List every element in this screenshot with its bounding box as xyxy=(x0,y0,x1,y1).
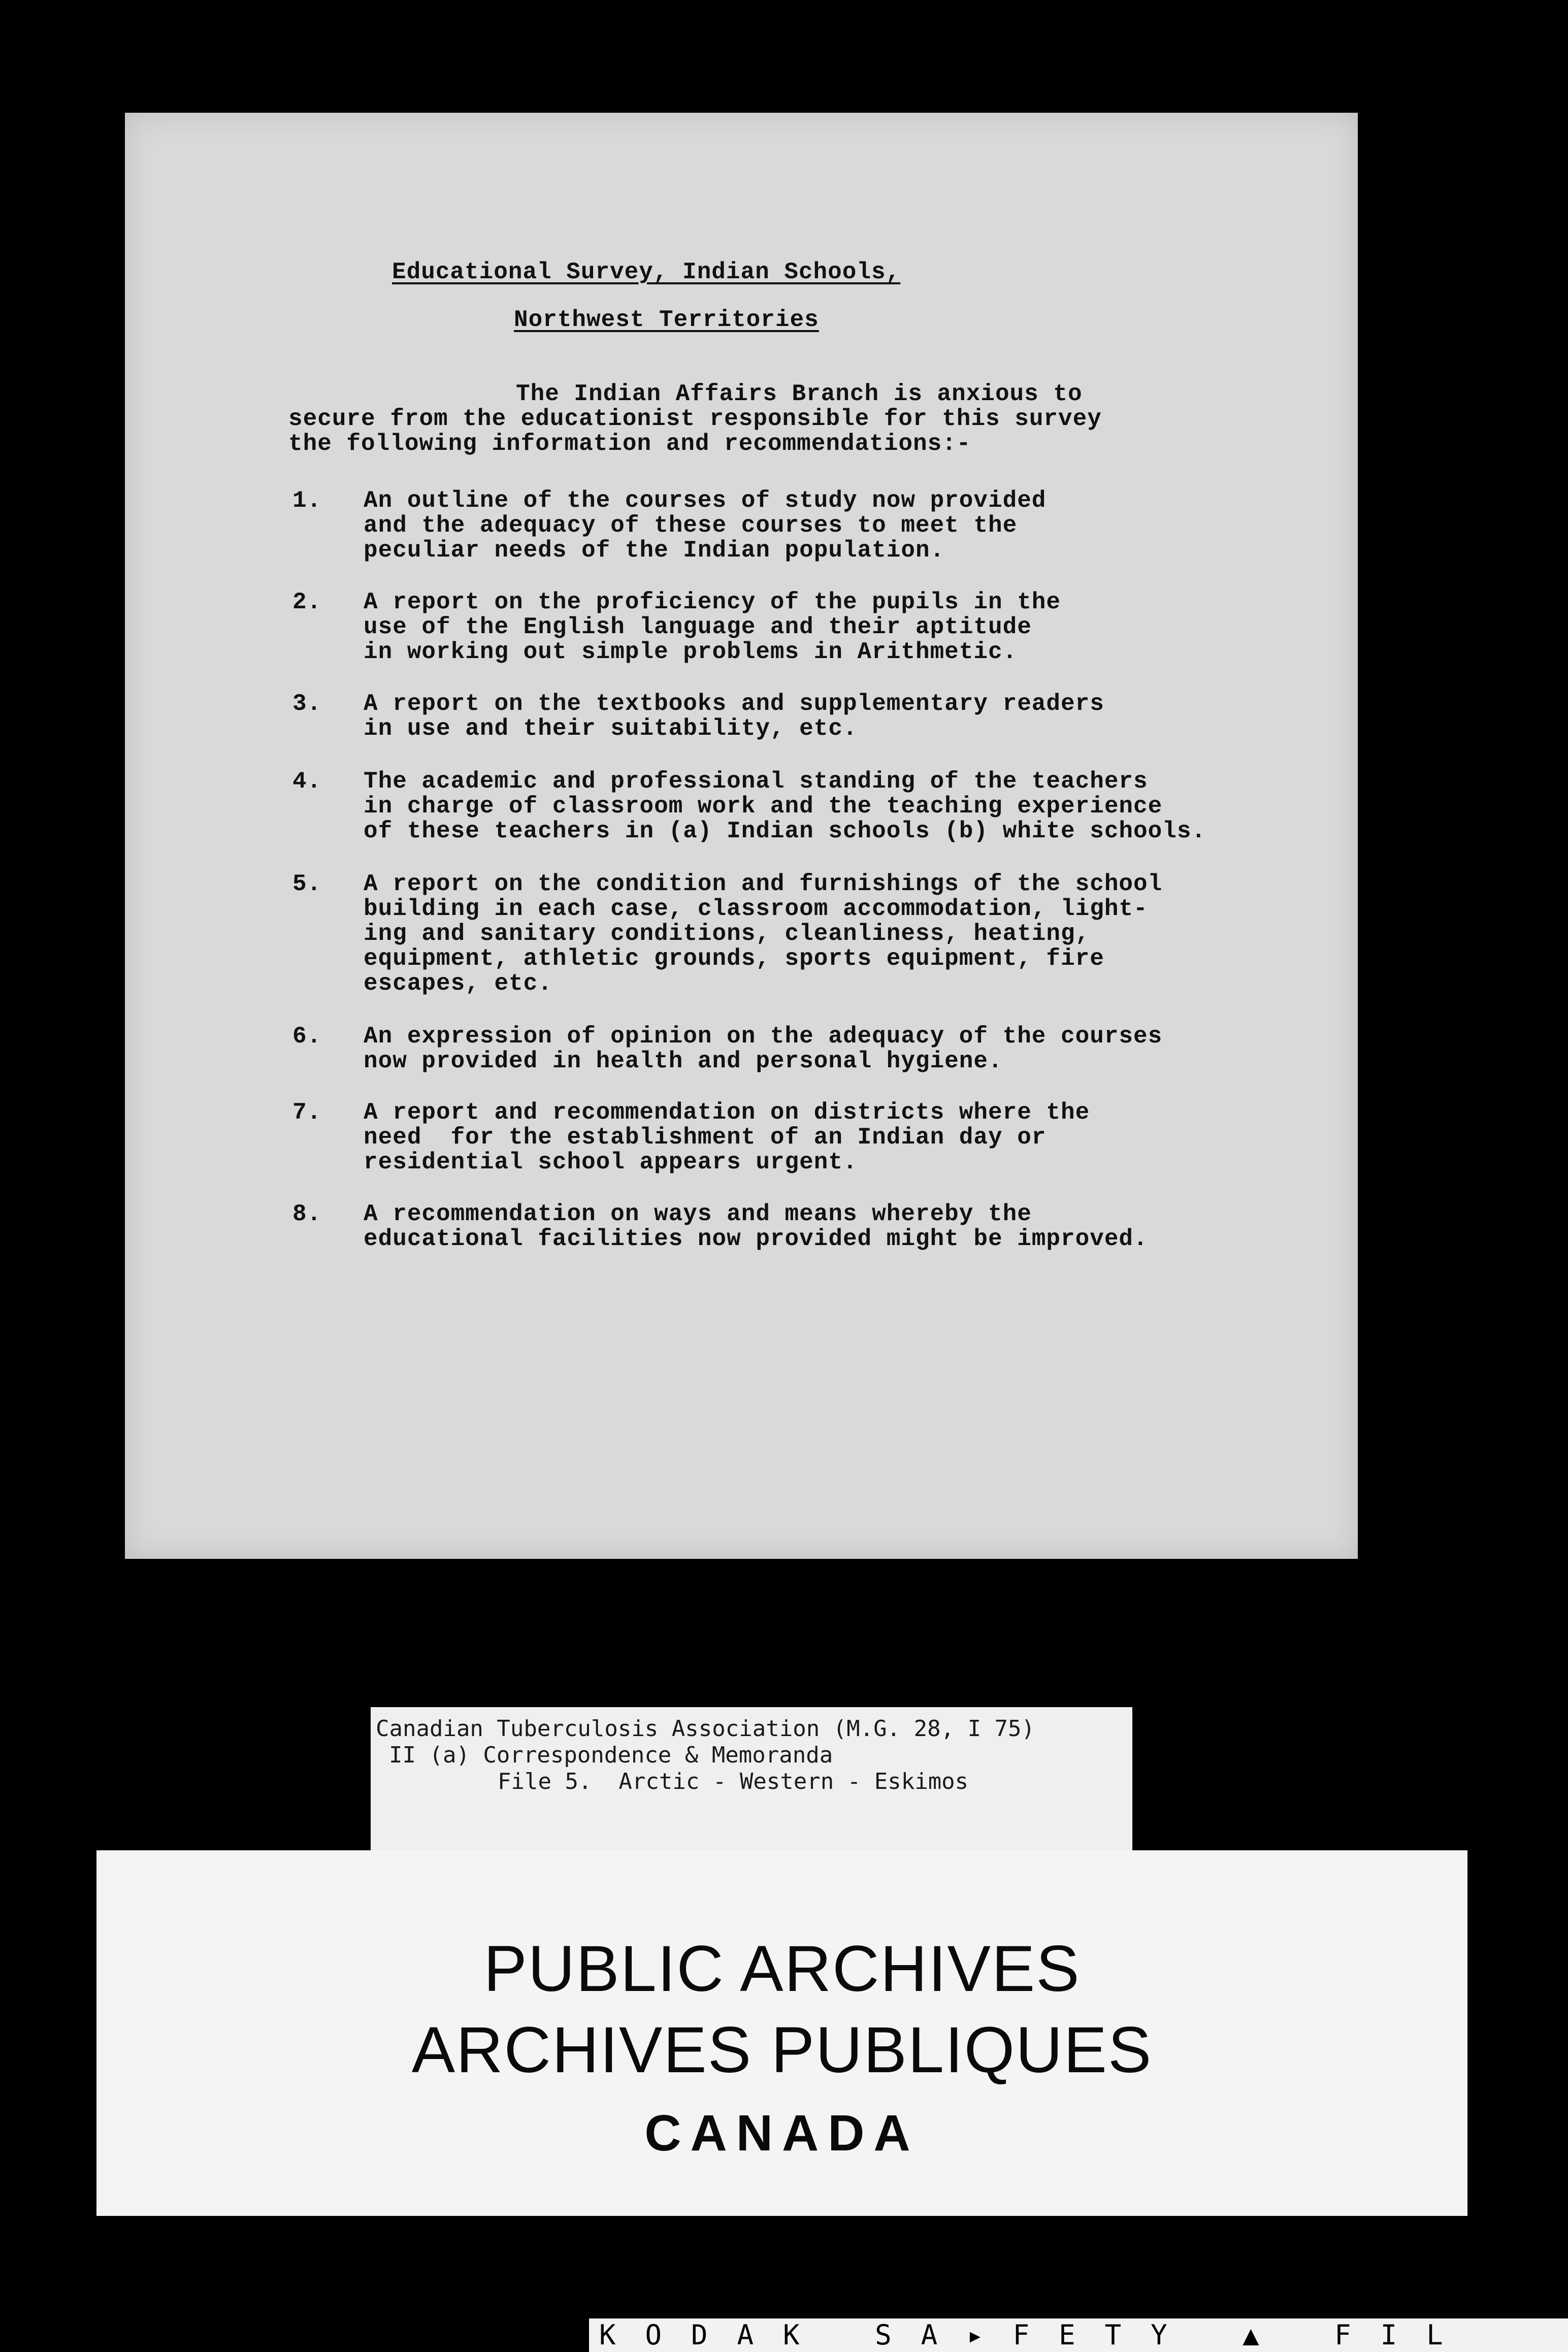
item-line: A report and recommendation on districts where the xyxy=(364,1099,1090,1126)
item-line: A report on the textbooks and supplementary readers xyxy=(364,691,1104,717)
banner-line-english: PUBLIC ARCHIVES xyxy=(483,1933,1081,2005)
item-line: of these teachers in (a) Indian schools (b) white schools. xyxy=(364,818,1206,844)
item-line: in use and their suitability, etc. xyxy=(364,715,858,742)
item-line: need for the establishment of an Indian day or xyxy=(364,1124,1047,1151)
archive-reference-label xyxy=(371,1707,1132,1854)
document-title: Educational Survey, Indian Schools, xyxy=(392,259,901,285)
label-line-1: Canadian Tuberculosis Association (M.G. 28, I 75) xyxy=(376,1716,1035,1742)
item-line: escapes, etc. xyxy=(364,970,552,997)
item-line: building in each case, classroom accommodation, light- xyxy=(364,896,1148,922)
document-subtitle: Northwest Territories xyxy=(514,307,819,333)
item-number: 7. xyxy=(292,1099,322,1126)
intro-line-2: secure from the educationist responsible for this survey xyxy=(288,406,1102,432)
item-line: An outline of the courses of study now provided xyxy=(364,487,1047,514)
item-line: A report on the proficiency of the pupils in the xyxy=(364,589,1061,615)
item-line: and the adequacy of these courses to meet the xyxy=(364,512,1018,539)
item-line: An expression of opinion on the adequacy of the courses xyxy=(364,1023,1163,1050)
item-number: 8. xyxy=(292,1201,322,1227)
item-line: equipment, athletic grounds, sports equipment, fire xyxy=(364,945,1104,972)
item-line: residential school appears urgent. xyxy=(364,1149,858,1175)
item-number: 1. xyxy=(292,487,322,514)
item-line: The academic and professional standing of the teachers xyxy=(364,768,1148,795)
item-number: 4. xyxy=(292,768,322,795)
item-line: A report on the condition and furnishings of the school xyxy=(364,871,1163,897)
item-number: 5. xyxy=(292,871,322,897)
item-number: 6. xyxy=(292,1023,322,1050)
item-line: in working out simple problems in Arithmetic. xyxy=(364,639,1018,665)
item-line: use of the English language and their aptitude xyxy=(364,614,1032,640)
intro-line-3: the following information and recommendations:- xyxy=(288,431,971,457)
public-archives-banner xyxy=(96,1850,1467,2216)
banner-line-french: ARCHIVES PUBLIQUES xyxy=(411,2014,1153,2086)
item-line: A recommendation on ways and means whereby the xyxy=(364,1201,1032,1227)
item-number: 3. xyxy=(292,691,322,717)
item-line: now provided in health and personal hygiene. xyxy=(364,1048,1003,1074)
item-line: educational facilities now provided might be improved. xyxy=(364,1226,1148,1252)
item-number: 2. xyxy=(292,589,322,615)
label-line-3: File 5. Arctic - Western - Eskimos xyxy=(498,1769,969,1794)
film-edge-marking: KODAK SA▸FETY ▲ FIL xyxy=(589,2318,1568,2352)
label-line-2: II (a) Correspondence & Memoranda xyxy=(389,1742,833,1768)
intro-line-1: The Indian Affairs Branch is anxious to xyxy=(516,381,1083,407)
item-line: peculiar needs of the Indian population. xyxy=(364,537,945,564)
banner-line-country: CANADA xyxy=(644,2105,920,2162)
item-line: ing and sanitary conditions, cleanliness, heating, xyxy=(364,921,1090,947)
item-line: in charge of classroom work and the teaching experience xyxy=(364,793,1163,820)
document-page xyxy=(125,113,1358,1559)
